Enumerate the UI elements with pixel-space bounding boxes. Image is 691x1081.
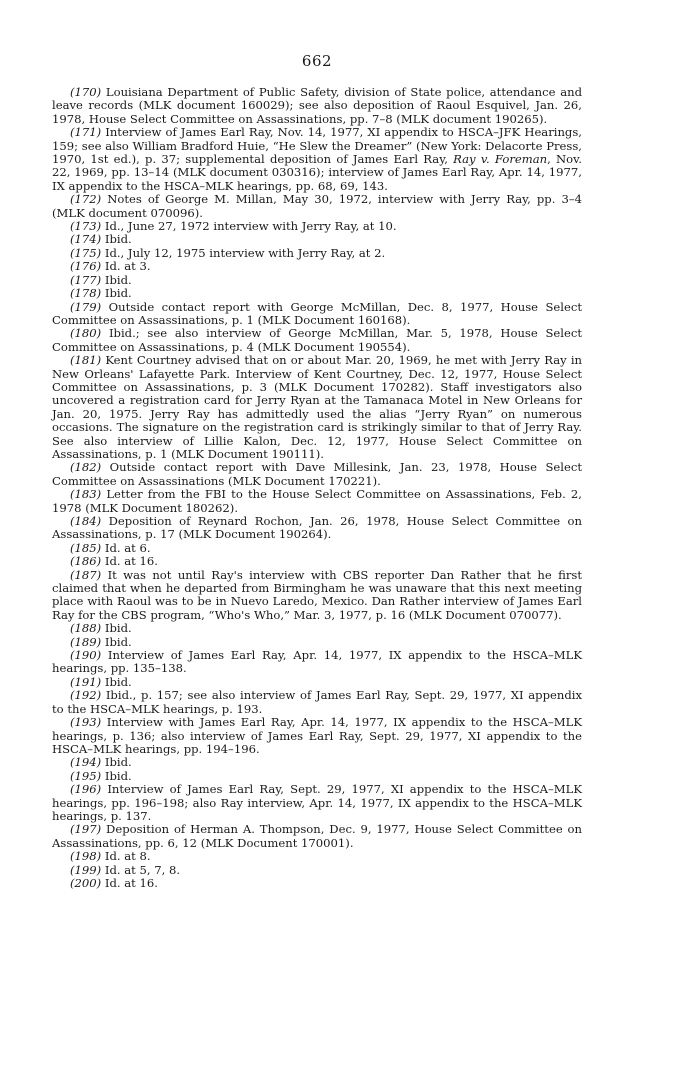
footnote-number: (170) [70,85,102,99]
footnote-text: Ibid. [101,674,132,689]
footnote-text: Interview of James Earl Ray, Apr. 14, 1977, IX appendix to the HSCA–MLK hearings, pp. 135–138. [52,648,582,676]
footnote-text: Notes of George M. Millan, May 30, 1972, interview with Jerry Ray, pp. 3–4 (MLK document 070096). [52,192,582,220]
footnote-number: (182) [70,460,102,475]
footnote-number: (195) [70,768,102,783]
footnote-number: (188) [70,621,102,636]
footnote-number: (180) [70,326,102,341]
footnote-text: Deposition of Reynard Rochon, Jan. 26, 1978, House Select Committee on Assassinations, p. 17 (MLK Document 190264). [52,514,582,542]
footnote-number: (179) [70,299,102,314]
footnote-number: (192) [70,688,102,703]
footnote-text: It was not until Ray's interview with CBS reporter Dan Rather that he first claimed that when he departed from Birmingham he was unaware that this next meeting place with Raoul was to be in Nuevo Laredo, Mexico. Dan Rather interview of James Earl Ray for the CBS program, “Who's Who,” Mar. 3, 1977, p. 16 (MLK Document 070077). [52,567,582,622]
footnote [52,193,582,220]
footnote [52,676,582,689]
footnote-number: (183) [70,487,102,502]
footnote [52,622,582,635]
footnote-text: Id. at 16. [101,554,158,569]
footnote [52,301,582,328]
footnote [52,488,582,515]
footnote [52,877,582,890]
footnotes-list [52,86,582,890]
footnote-case-title: Ray v. Foreman [453,152,548,167]
footnote-number: (184) [70,514,102,528]
footnote-number: (174) [70,232,102,247]
footnote-number: (200) [70,875,102,890]
footnote [52,233,582,246]
footnote-text: Id. at 3. [101,259,151,274]
footnote-number: (187) [70,567,102,582]
footnote-number: (173) [70,219,102,234]
footnote-text: Ibid., p. 157; see also interview of James Earl Ray, Sept. 29, 1977, XI appendix to the HSCA–MLK hearings, p. 193. [52,688,582,716]
footnote-number: (172) [70,192,102,207]
footnote [52,864,582,877]
page-number: 662 [301,52,333,70]
footnote-text: Id. at 5, 7, 8. [101,862,181,877]
footnote [52,555,582,568]
footnote-text: Kent Courtney advised that on or about Mar. 20, 1969, he met with Jerry Ray in New Orleans' Lafayette Park. Interview of Kent Courtney, Dec. 12, 1977, House Select Committee on Assassinations, p. 3 (MLK Document 170282). Staff investigators also uncovered a registration card for Jerry Ryan at the Tamanaca Motel in New Orleans for Jan. 20, 1975. Jerry Ray has admittedly used the alias “Jerry Ryan” on numerous occasions. The signature on the registration card is strikingly similar to that of Jerry Ray. See also interview of Lillie Kalon, Dec. 12, 1977, House Select Committee on Assassinations, p. 1 (MLK Document 190111). [52,353,582,461]
footnote [52,850,582,863]
footnote-text: Ibid. [101,634,132,649]
footnote [52,126,582,193]
footnote-text: Id. at 16. [101,875,158,890]
footnote-number: (186) [70,554,102,569]
footnote-text: Ibid. [101,768,132,783]
footnote-text: Ibid. [101,755,132,770]
footnote-text: Interview of James Earl Ray, Sept. 29, 1977, XI appendix to the HSCA–MLK hearings, pp. 196–198; also Ray interview, Apr. 14, 1977, IX appendix to the HSCA–MLK hearings, p. 137. [52,782,582,823]
footnote [52,461,582,488]
footnote [52,220,582,233]
footnote-number: (191) [70,674,102,689]
footnote-number: (176) [70,259,102,274]
footnote [52,542,582,555]
footnote-text: Id. at 6. [101,540,151,555]
footnote [52,649,582,676]
footnote [52,354,582,461]
footnote [52,716,582,756]
footnote-number: (193) [70,715,102,730]
footnote-number: (194) [70,755,102,770]
footnote-number: (171) [70,125,102,140]
footnote-number: (189) [70,634,102,649]
footnote [52,756,582,769]
footnote-number: (181) [70,353,102,368]
footnote-text: , Nov. 22, 1969, pp. 13–14 (MLK document 030316); interview of James Earl Ray, Apr. 14, 1977, IX appendix to the HSCA–MLK hearings, pp. 68, 69, 143. [52,152,582,193]
footnote-number: (197) [70,822,102,837]
footnote-text: Outside contact report with George McMillan, Dec. 8, 1977, House Select Committee on Assassinations, p. 1 (MLK Document 160168). [52,299,582,327]
footnote [52,783,582,823]
footnote-number: (196) [70,782,102,797]
footnote-text: Louisiana Department of Public Safety, division of State police, attendance and leave records (MLK document 160029); see also deposition of Raoul Esquivel, Jan. 26, 1978, House Select Committee on Assassinations, pp. 7–8 (MLK document 190265). [52,85,582,126]
footnote-number: (177) [70,272,102,287]
footnote [52,636,582,649]
footnote-text: Ibid.; see also interview of George McMillan, Mar. 5, 1978, House Select Committee on Assassinations, p. 4 (MLK Document 190554). [52,326,582,354]
footnote-text: Letter from the FBI to the House Select Committee on Assassinations, Feb. 2, 1978 (MLK Document 180262). [52,487,582,515]
document-page [52,52,582,890]
footnote-number: (198) [70,849,102,864]
footnote [52,770,582,783]
footnote [52,515,582,542]
footnote-text: Id., July 12, 1975 interview with Jerry Ray, at 2. [101,245,386,260]
footnote-text: Ibid. [101,272,132,287]
footnote-text: Ibid. [101,232,132,247]
footnote [52,260,582,273]
footnote-number: (190) [70,648,102,663]
footnote-text: Id., June 27, 1972 interview with Jerry Ray, at 10. [101,219,397,234]
footnote [52,247,582,260]
footnote [52,689,582,716]
footnote-text: Interview with James Earl Ray, Apr. 14, 1977, IX appendix to the HSCA–MLK hearings, p. 136; also interview of James Earl Ray, Sept. 29, 1977, XI appendix to the HSCA–MLK hearings, pp. 194–196. [52,715,582,756]
footnote [52,569,582,623]
footnote [52,86,582,126]
footnote-number: (175) [70,245,102,260]
footnote-text: Id. at 8. [101,849,151,864]
footnote [52,274,582,287]
footnote [52,287,582,300]
footnote-number: (178) [70,286,102,301]
footnote-text: Ibid. [101,286,132,301]
footnote-text: Ibid. [101,621,132,636]
footnote-number: (199) [70,862,102,877]
footnote-text: Deposition of Herman A. Thompson, Dec. 9, 1977, House Select Committee on Assassinations, pp. 6, 12 (MLK Document 170001). [52,822,582,850]
footnote [52,823,582,850]
footnote-number: (185) [70,540,102,555]
footnote [52,327,582,354]
footnote-text: Interview of James Earl Ray, Nov. 14, 1977, XI appendix to HSCA–JFK Hearings, 159; see also William Bradford Huie, “He Slew the Dreamer” (New York: Delacorte Press, 1970, 1st ed.), p. 37; supplemental deposition of James Earl Ray, [52,125,582,167]
footnote-text: Outside contact report with Dave Millesink, Jan. 23, 1978, House Select Committee on Assassinations (MLK Document 170221). [52,460,582,488]
